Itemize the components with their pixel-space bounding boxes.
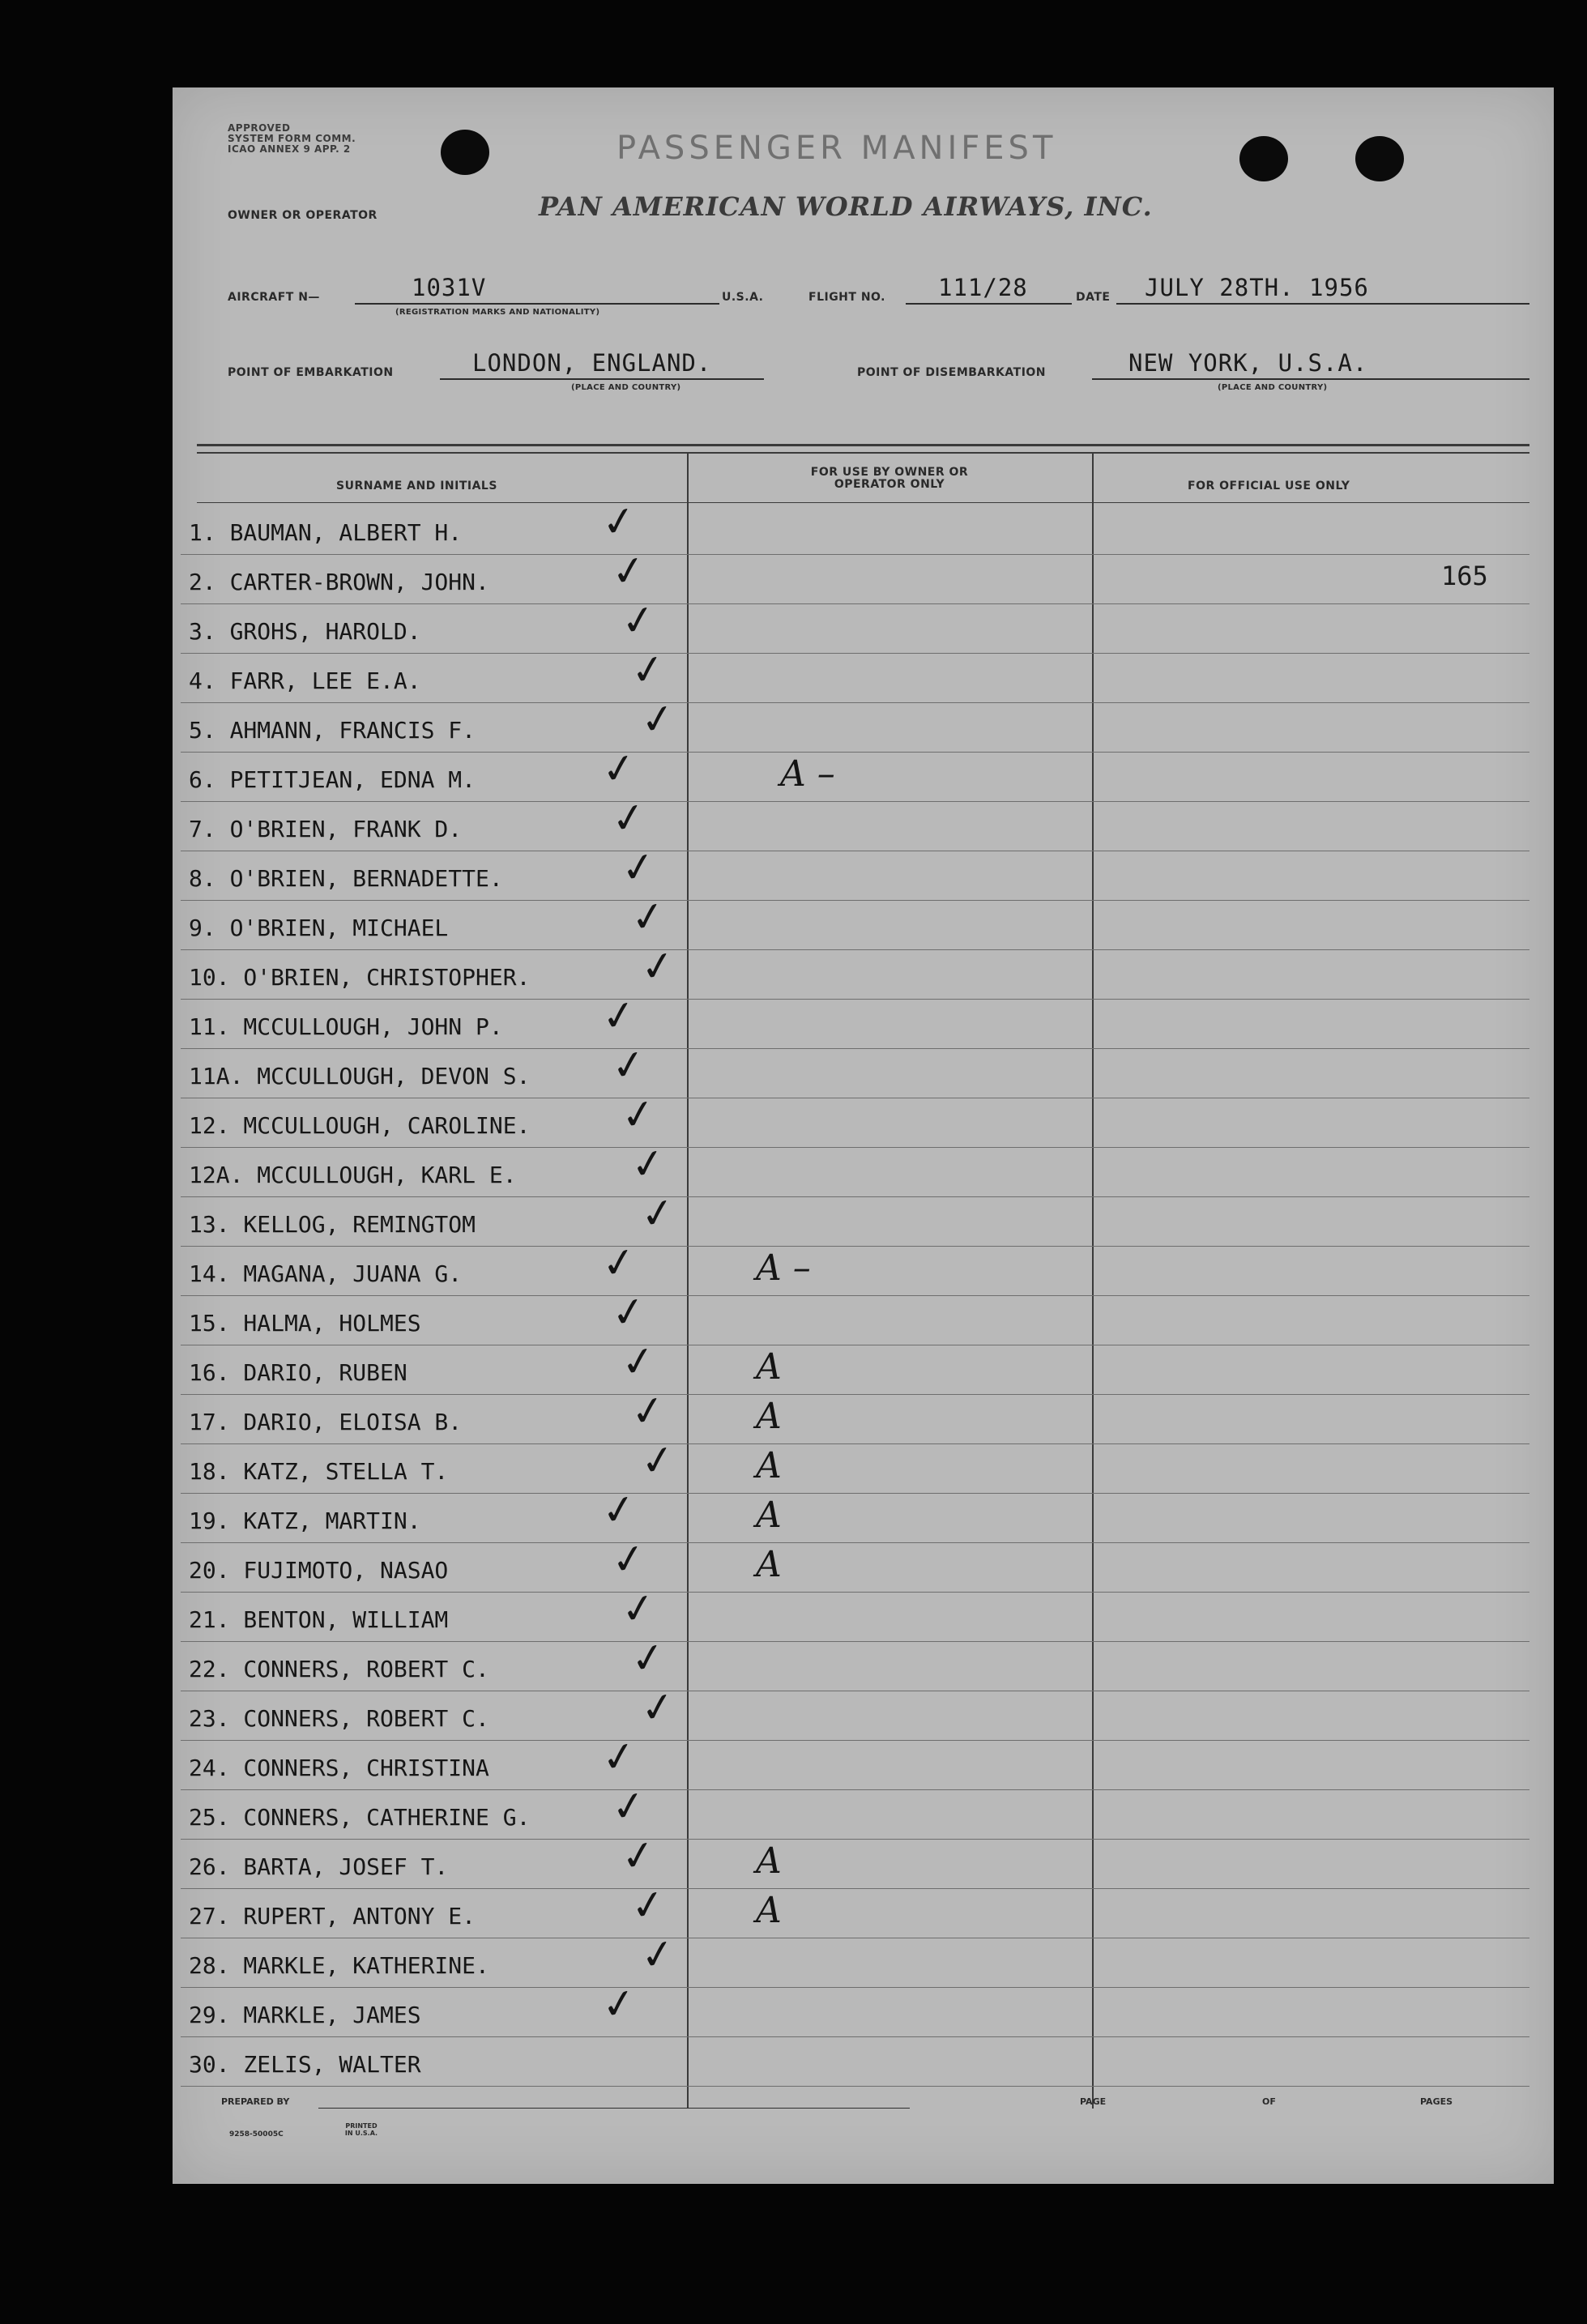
passenger-name: 12A. MCCULLOUGH, KARL E.	[189, 1162, 517, 1188]
passenger-row	[181, 1583, 1529, 1642]
col-header-names: SURNAME AND INITIALS	[336, 480, 497, 493]
check-mark-icon: ✓	[638, 693, 678, 745]
manifest-sheet	[173, 87, 1554, 2184]
passenger-row	[181, 1780, 1529, 1840]
printed-note: PRINTED IN U.S.A.	[344, 2122, 378, 2137]
check-mark-icon: ✓	[628, 891, 668, 943]
passenger-name: 8. O'BRIEN, BERNADETTE.	[189, 865, 503, 892]
check-mark-icon: ✓	[618, 1830, 659, 1882]
approval-line: SYSTEM FORM COMM.	[228, 133, 356, 144]
disembark-underline	[1092, 378, 1529, 380]
passenger-name: 5. AHMANN, FRANCIS F.	[189, 717, 476, 744]
punch-hole-right-2	[1355, 136, 1404, 181]
check-mark-icon: ✓	[618, 1583, 659, 1635]
disembark-note: (PLACE AND COUNTRY)	[1218, 383, 1328, 392]
check-mark-icon: ✓	[628, 1632, 668, 1684]
passenger-row	[181, 1632, 1529, 1691]
passenger-row	[181, 496, 1529, 555]
passenger-row	[181, 1830, 1529, 1889]
passenger-row	[181, 743, 1529, 802]
passenger-row	[181, 1731, 1529, 1790]
check-mark-icon: ✓	[599, 1484, 639, 1536]
passenger-name: 18. KATZ, STELLA T.	[189, 1458, 449, 1485]
passenger-name: 24. CONNERS, CHRISTINA	[189, 1755, 489, 1781]
passenger-name: 11A. MCCULLOUGH, DEVON S.	[189, 1063, 531, 1090]
header-rule	[197, 502, 1529, 503]
table-top-rule	[197, 444, 1529, 446]
date-value: JULY 28TH. 1956	[1145, 274, 1369, 301]
passenger-row	[181, 1879, 1529, 1938]
passenger-name: 19. KATZ, MARTIN.	[189, 1507, 421, 1534]
date-underline	[1116, 303, 1529, 305]
passenger-name: 13. KELLOG, REMINGTOM	[189, 1211, 476, 1238]
embark-note: (PLACE AND COUNTRY)	[571, 383, 681, 392]
passenger-row	[181, 1039, 1529, 1098]
official-number: 165	[1441, 561, 1488, 591]
passenger-row	[181, 1929, 1529, 1988]
check-mark-icon: ✓	[599, 1978, 639, 2030]
passenger-name: 2. CARTER-BROWN, JOHN.	[189, 569, 489, 595]
passenger-name: 12. MCCULLOUGH, CAROLINE.	[189, 1112, 531, 1139]
col-header-official: FOR OFFICIAL USE ONLY	[1188, 480, 1350, 493]
check-mark-icon: ✓	[608, 1533, 649, 1585]
passenger-row	[181, 545, 1529, 604]
check-mark-icon: ✓	[599, 990, 639, 1042]
prepared-by-line	[318, 2108, 910, 2109]
passenger-name: 27. RUPERT, ANTONY E.	[189, 1903, 476, 1930]
check-mark-icon: ✓	[638, 1435, 678, 1486]
passenger-row	[181, 1978, 1529, 2037]
form-title: PASSENGER MANIFEST	[616, 130, 1057, 167]
check-mark-icon: ✓	[608, 545, 649, 597]
check-mark-icon: ✓	[638, 1188, 678, 1239]
passenger-name: 15. HALMA, HOLMES	[189, 1310, 421, 1337]
passenger-name: 11. MCCULLOUGH, JOHN P.	[189, 1013, 503, 1040]
check-mark-icon: ✓	[618, 842, 659, 893]
check-mark-icon: ✓	[618, 1089, 659, 1141]
check-mark-icon: ✓	[608, 1286, 649, 1338]
disembark-value: NEW YORK, U.S.A.	[1128, 349, 1368, 377]
check-mark-icon: ✓	[638, 1929, 678, 1981]
owner-mark: A	[756, 1890, 782, 1931]
owner-mark: A –	[756, 1247, 811, 1289]
check-mark-icon: ✓	[618, 595, 659, 646]
passenger-row	[181, 940, 1529, 1000]
table-top-rule-2	[197, 452, 1529, 454]
check-mark-icon: ✓	[638, 940, 678, 992]
registration-note: (REGISTRATION MARKS AND NATIONALITY)	[395, 308, 600, 317]
passenger-name: 17. DARIO, ELOISA B.	[189, 1409, 463, 1435]
passenger-row	[181, 2036, 1529, 2087]
passenger-name: 21. BENTON, WILLIAM	[189, 1606, 449, 1633]
page-label: PAGE	[1080, 2096, 1107, 2107]
check-mark-icon: ✓	[638, 1682, 678, 1733]
of-label: OF	[1262, 2096, 1276, 2107]
check-mark-icon: ✓	[599, 1237, 639, 1289]
passenger-name: 7. O'BRIEN, FRANK D.	[189, 816, 463, 842]
check-mark-icon: ✓	[628, 644, 668, 696]
passenger-row	[181, 693, 1529, 753]
passenger-row	[181, 1286, 1529, 1345]
airline-name: PAN AMERICAN WORLD AIRWAYS, INC.	[539, 191, 1153, 222]
passenger-name: 25. CONNERS, CATHERINE G.	[189, 1804, 531, 1831]
embark-underline	[440, 378, 764, 380]
aircraft-underline	[355, 303, 719, 305]
passenger-row	[181, 891, 1529, 950]
passenger-row	[181, 1336, 1529, 1395]
passenger-name: 28. MARKLE, KATHERINE.	[189, 1952, 489, 1979]
check-mark-icon: ✓	[599, 1731, 639, 1783]
passenger-name: 30. ZELIS, WALTER	[189, 2051, 421, 2078]
passenger-row	[181, 595, 1529, 654]
owner-mark: A	[756, 1495, 782, 1536]
passenger-name: 9. O'BRIEN, MICHAEL	[189, 915, 449, 941]
embark-label: POINT OF EMBARKATION	[228, 366, 394, 379]
passenger-name: 6. PETITJEAN, EDNA M.	[189, 766, 476, 793]
punch-hole-left	[441, 130, 489, 175]
embark-value: LONDON, ENGLAND.	[472, 349, 712, 377]
passenger-name: 22. CONNERS, ROBERT C.	[189, 1656, 489, 1682]
passenger-row	[181, 1533, 1529, 1593]
owner-mark: A	[756, 1445, 782, 1486]
passenger-row	[181, 1138, 1529, 1197]
passenger-name: 29. MARKLE, JAMES	[189, 2002, 421, 2028]
approval-line: ICAO ANNEX 9 APP. 2	[228, 143, 351, 155]
owner-mark: A	[756, 1396, 782, 1437]
passenger-name: 3. GROHS, HAROLD.	[189, 618, 421, 645]
passenger-row	[181, 1385, 1529, 1444]
passenger-row	[181, 1435, 1529, 1494]
pages-label: PAGES	[1420, 2096, 1453, 2107]
passenger-name: 16. DARIO, RUBEN	[189, 1359, 407, 1386]
check-mark-icon: ✓	[618, 1336, 659, 1388]
check-mark-icon: ✓	[628, 1385, 668, 1437]
passenger-name: 20. FUJIMOTO, NASAO	[189, 1557, 449, 1584]
aircraft-value: 1031V	[412, 274, 487, 301]
aircraft-label: AIRCRAFT N—	[228, 291, 320, 304]
passenger-row	[181, 1237, 1529, 1296]
passenger-row	[181, 1682, 1529, 1741]
passenger-name: 26. BARTA, JOSEF T.	[189, 1853, 449, 1880]
check-mark-icon: ✓	[608, 1780, 649, 1832]
passenger-row	[181, 792, 1529, 851]
check-mark-icon: ✓	[608, 792, 649, 844]
approval-line: APPROVED	[228, 122, 291, 134]
owner-label: OWNER OR OPERATOR	[228, 209, 378, 222]
passenger-name: 14. MAGANA, JUANA G.	[189, 1260, 463, 1287]
passenger-row	[181, 644, 1529, 703]
passenger-row	[181, 990, 1529, 1049]
flight-number: 111/28	[938, 274, 1028, 301]
col-header-owner: FOR USE BY OWNER OR OPERATOR ONLY	[810, 466, 969, 491]
owner-mark: A	[756, 1840, 782, 1882]
passenger-name: 23. CONNERS, ROBERT C.	[189, 1705, 489, 1732]
passenger-row	[181, 1089, 1529, 1148]
date-label: DATE	[1076, 291, 1111, 304]
check-mark-icon: ✓	[599, 743, 639, 795]
check-mark-icon: ✓	[599, 496, 639, 548]
check-mark-icon: ✓	[628, 1138, 668, 1190]
flight-underline	[906, 303, 1072, 305]
passenger-name: 1. BAUMAN, ALBERT H.	[189, 519, 463, 546]
owner-mark: A	[756, 1346, 782, 1388]
form-number: 9258-50005C	[229, 2130, 284, 2139]
owner-mark: A	[756, 1544, 782, 1585]
flight-label: FLIGHT NO.	[808, 291, 885, 304]
punch-hole-right-1	[1239, 136, 1288, 181]
check-mark-icon: ✓	[628, 1879, 668, 1931]
prepared-by-label: PREPARED BY	[221, 2096, 290, 2107]
passenger-name: 4. FARR, LEE E.A.	[189, 667, 421, 694]
passenger-row	[181, 1484, 1529, 1543]
disembark-label: POINT OF DISEMBARKATION	[857, 366, 1047, 379]
passenger-name: 10. O'BRIEN, CHRISTOPHER.	[189, 964, 531, 991]
passenger-row	[181, 842, 1529, 901]
country-label: U.S.A.	[722, 291, 764, 304]
owner-mark: A –	[780, 753, 835, 795]
approval-stamp	[228, 123, 356, 155]
passenger-row	[181, 1188, 1529, 1247]
check-mark-icon: ✓	[608, 1039, 649, 1091]
